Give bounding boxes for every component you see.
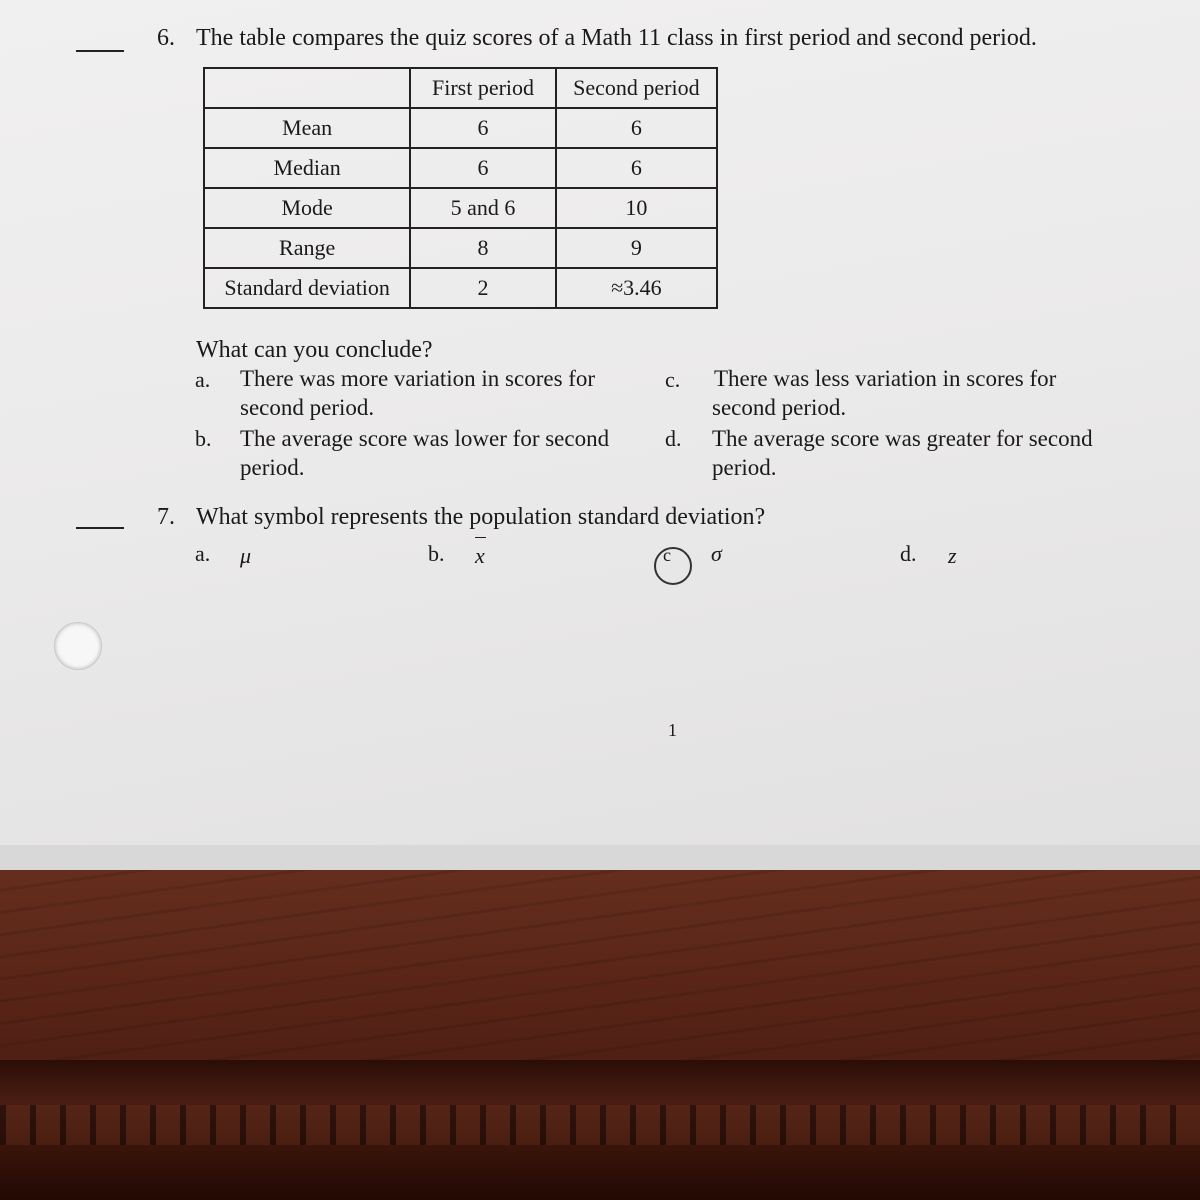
- first-period-value: 8: [410, 228, 555, 268]
- option-c-line2[interactable]: second period.: [712, 395, 847, 420]
- row-label: Range: [204, 228, 410, 268]
- option-a-line2[interactable]: second period.: [240, 395, 375, 420]
- question-6-number: 6.: [157, 25, 175, 51]
- q7-option-a-letter: a.: [195, 541, 211, 566]
- question-6-prompt: What can you conclude?: [196, 337, 433, 363]
- binder-hole: [54, 622, 102, 670]
- option-c-line1[interactable]: There was less variation in scores for: [714, 366, 1057, 391]
- sigma-symbol[interactable]: σ: [711, 541, 722, 566]
- option-c-letter: c.: [665, 367, 681, 392]
- page-number: 1: [668, 720, 677, 740]
- header-second-period: Second period: [556, 68, 717, 108]
- table-row: [204, 228, 717, 268]
- x-bar-overline: [475, 537, 486, 538]
- q7-option-d-letter: d.: [900, 541, 917, 566]
- question-6-text: The table compares the quiz scores of a Math 11 class in first period and second period.: [196, 25, 1037, 51]
- q7-option-c-letter: c: [663, 545, 671, 565]
- q7-option-b-letter: b.: [428, 541, 445, 566]
- handwritten-circle-mark: [654, 547, 692, 585]
- table-row: [204, 148, 717, 188]
- table-row: [204, 108, 717, 148]
- second-period-value: 10: [556, 188, 717, 228]
- x-bar-symbol[interactable]: x: [475, 543, 485, 568]
- first-period-value: 6: [410, 148, 555, 188]
- header-first-period: First period: [410, 68, 555, 108]
- first-period-value: 5 and 6: [410, 188, 555, 228]
- table-row: [204, 268, 717, 308]
- answer-blank-q6[interactable]: [76, 50, 124, 52]
- first-period-value: 2: [410, 268, 555, 308]
- option-d-line1[interactable]: The average score was greater for second: [712, 426, 1093, 451]
- table-header-empty: [204, 68, 410, 108]
- row-label: Standard deviation: [204, 268, 410, 308]
- table-row: [204, 188, 717, 228]
- first-period-value: 6: [410, 108, 555, 148]
- option-b-letter: b.: [195, 426, 212, 451]
- second-period-value: 6: [556, 108, 717, 148]
- second-period-value: 6: [556, 148, 717, 188]
- row-label: Mode: [204, 188, 410, 228]
- table-carving: [0, 1105, 1200, 1145]
- row-label: Median: [204, 148, 410, 188]
- question-7-text: What symbol represents the population standard deviation?: [196, 504, 766, 530]
- question-7-number: 7.: [157, 504, 175, 530]
- option-a-line1[interactable]: There was more variation in scores for: [240, 366, 596, 391]
- second-period-value: 9: [556, 228, 717, 268]
- table-header-row: [204, 68, 717, 108]
- row-label: Mean: [204, 108, 410, 148]
- mu-symbol[interactable]: μ: [240, 543, 252, 568]
- option-b-line1[interactable]: The average score was lower for second: [240, 426, 610, 451]
- stats-table: [203, 67, 718, 309]
- answer-blank-q7[interactable]: [76, 527, 124, 529]
- option-a-letter: a.: [195, 367, 211, 392]
- z-symbol[interactable]: z: [948, 543, 957, 568]
- option-d-line2[interactable]: period.: [712, 455, 777, 480]
- option-d-letter: d.: [665, 426, 682, 451]
- option-b-line2[interactable]: period.: [240, 455, 305, 480]
- second-period-value: ≈3.46: [556, 268, 717, 308]
